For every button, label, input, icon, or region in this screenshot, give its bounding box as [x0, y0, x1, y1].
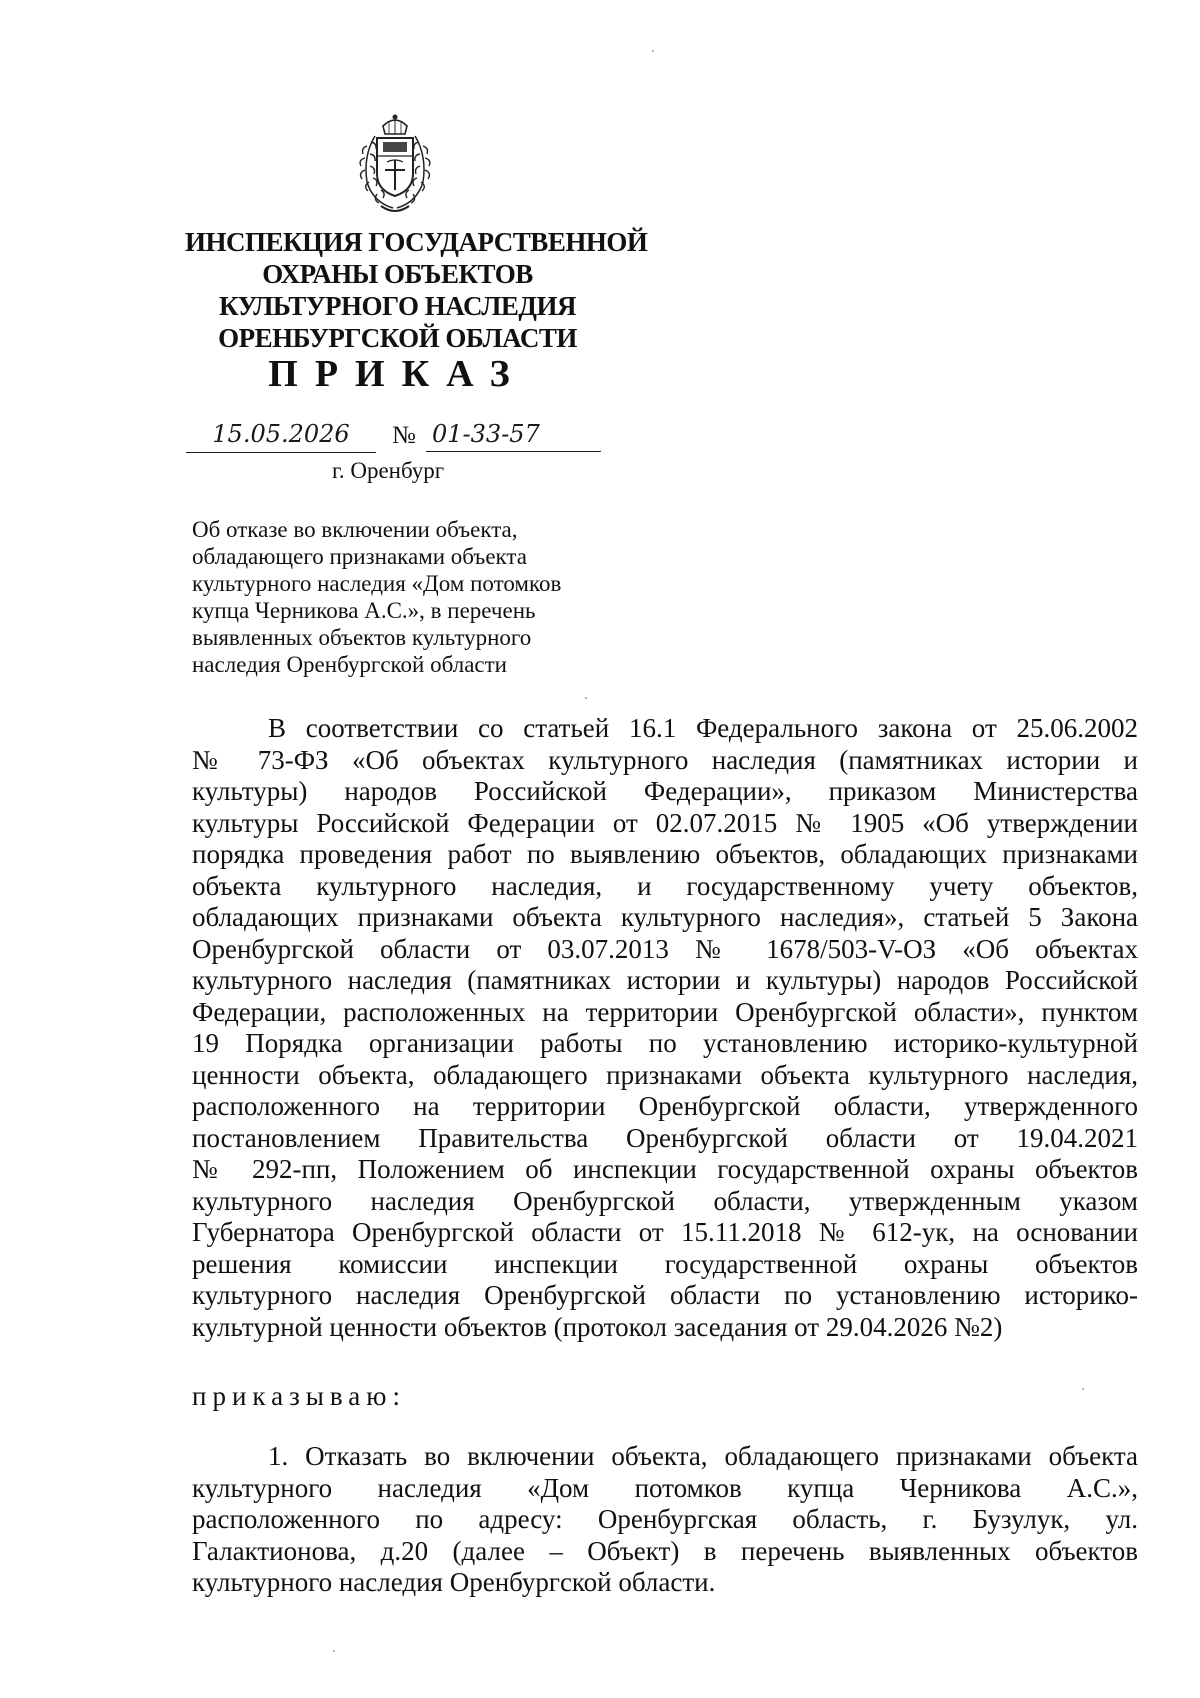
organization-line-1: ИНСПЕКЦИЯ ГОСУДАРСТВЕННОЙ: [185, 227, 648, 257]
order-word: приказываю:: [192, 1381, 406, 1411]
document-subject: [192, 516, 612, 678]
coat-of-arms-icon: [355, 112, 435, 216]
paragraph-line: № 73-ФЗ «Об объектах культурного наследия (памятниках истории и: [192, 744, 1138, 775]
paragraph-line: культурного наследия Оренбургской области.: [192, 1567, 716, 1597]
scan-speck: [585, 697, 587, 699]
paragraph-line: культурного наследия «Дом потомков купца Черникова А.С.»,: [192, 1472, 1138, 1503]
paragraph-line: 1. Отказать во включении объекта, обладающего признаками объекта: [268, 1441, 1138, 1471]
subject-line: выявленных объектов культурного: [192, 625, 532, 650]
subject-line: культурного наследия «Дом потомков: [192, 571, 562, 596]
paragraph-line: Федерации, расположенных на территории Оренбургской области», пунктом: [192, 996, 1138, 1027]
organization-line-3: КУЛЬТУРНОГО НАСЛЕДИЯ: [219, 291, 576, 321]
scan-speck: [333, 1650, 335, 1652]
paragraph-line: № 292-пп, Положением об инспекции государственной охраны объектов: [192, 1154, 1138, 1184]
paragraph-line: расположенного на территории Оренбургской области, утвержденного: [192, 1091, 1138, 1121]
document-date: 15.05.2026: [186, 420, 376, 453]
paragraph-line: культурного наследия Оренбургской области, утвержденным указом: [192, 1185, 1138, 1216]
subject-line: наследия Оренбургской области: [192, 652, 507, 677]
subject-line: обладающего признаками объекта: [192, 544, 527, 569]
date-number-line: [186, 420, 606, 460]
preamble-paragraph: [192, 713, 1138, 1343]
scan-speck: [652, 50, 654, 52]
paragraph-line: культуры) народов Российской Федерации», приказом Министерства: [192, 776, 1138, 806]
paragraph-line: В соответствии со статьей 16.1 Федерального закона от 25.06.2002: [268, 713, 1138, 743]
paragraph-line: решения комиссии инспекции государственной охраны объектов: [192, 1248, 1138, 1279]
paragraph-line: Галактионова, д.20 (далее – Объект) в перечень выявленных объектов: [192, 1535, 1138, 1566]
paragraph-line: культурного наследия Оренбургской области по установлению историко-: [192, 1280, 1138, 1310]
organization-line-4: ОРЕНБУРГСКОЙ ОБЛАСТИ: [218, 323, 577, 353]
paragraph-line: Оренбургской области от 03.07.2013 № 1678/503-V-ОЗ «Об объектах: [192, 933, 1138, 964]
paragraph-line: культурной ценности объектов (протокол заседания от 29.04.2026 №2): [192, 1311, 1003, 1342]
paragraph-line: порядка проведения работ по выявлению объектов, обладающих признаками: [192, 839, 1138, 869]
city: г. Оренбург: [332, 458, 445, 483]
order-item-1: [192, 1441, 1138, 1599]
paragraph-line: культурного наследия (памятниках истории и культуры) народов Российской: [192, 965, 1138, 995]
paragraph-line: 19 Порядка организации работы по установлению историко-культурной: [192, 1028, 1138, 1058]
paragraph-line: объекта культурного наследия, и государственному учету объектов,: [192, 870, 1138, 901]
paragraph-line: обладающих признаками объекта культурного наследия», статьей 5 Закона: [192, 902, 1138, 932]
subject-line: Об отказе во включении объекта,: [192, 517, 518, 542]
paragraph-line: постановлением Правительства Оренбургской области от 19.04.2021: [192, 1122, 1138, 1153]
paragraph-line: расположенного по адресу: Оренбургская область, г. Бузулук, ул.: [192, 1504, 1138, 1534]
document-type-title: ПРИКАЗ: [268, 353, 527, 395]
paragraph-line: Губернатора Оренбургской области от 15.11.2018 № 612-ук, на основании: [192, 1217, 1138, 1247]
organization-line-2: ОХРАНЫ ОБЪЕКТОВ: [262, 259, 533, 289]
document-number: 01-33-57: [426, 420, 601, 452]
subject-line: купца Черникова А.С.», в перечень: [192, 598, 536, 623]
scan-speck: [1082, 1388, 1084, 1390]
number-sign: №: [392, 422, 416, 449]
organization-name: [185, 226, 648, 354]
paragraph-line: ценности объекта, обладающего признаками объекта культурного наследия,: [192, 1059, 1138, 1090]
paragraph-line: культуры Российской Федерации от 02.07.2015 № 1905 «Об утверждении: [192, 807, 1138, 838]
